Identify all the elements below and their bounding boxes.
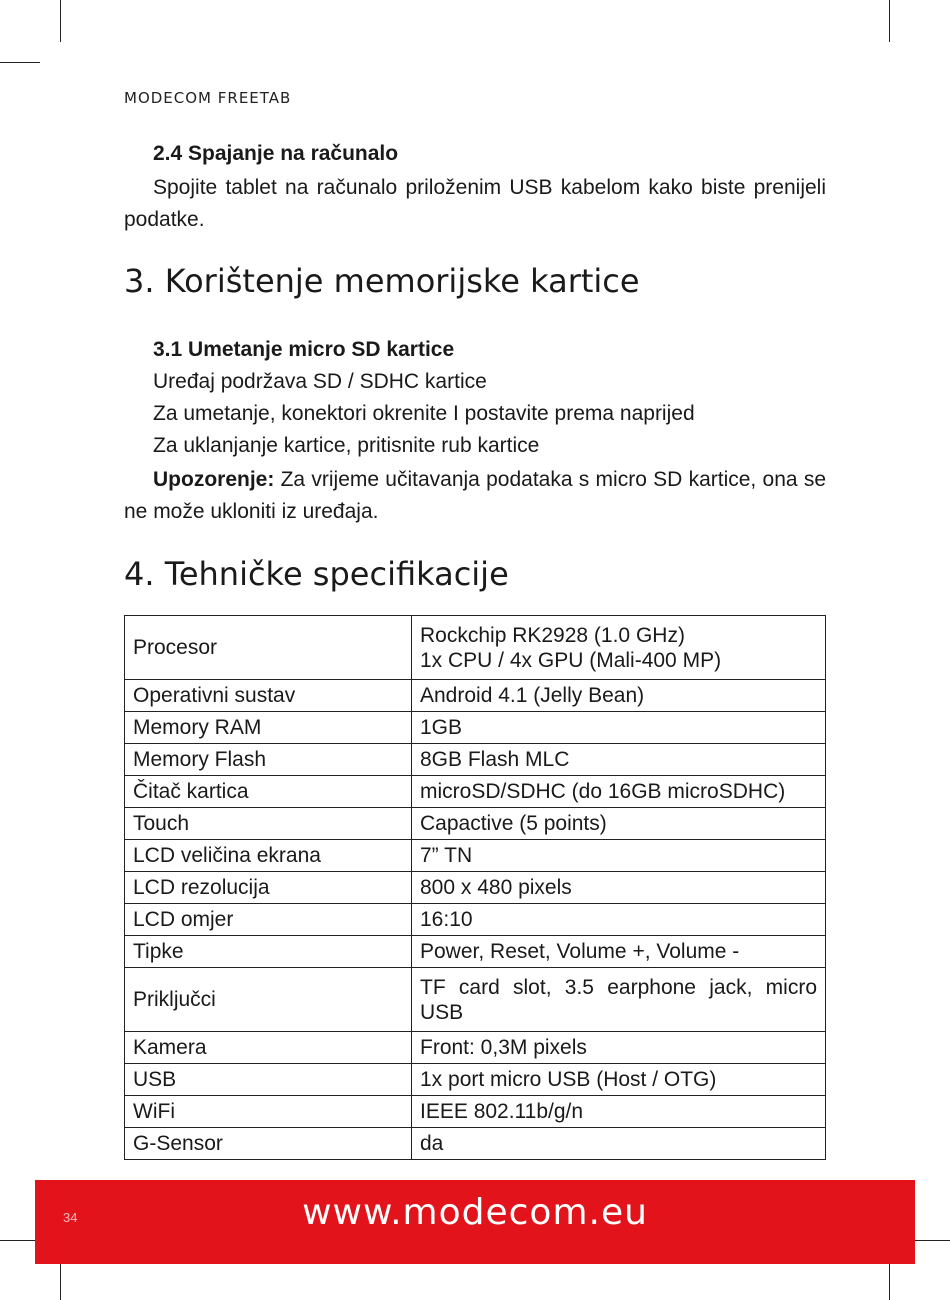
spec-row	[125, 712, 826, 744]
spec-key: Operativni sustav	[125, 680, 412, 712]
spec-value: 800 x 480 pixels	[412, 872, 826, 904]
footer-bar	[35, 1180, 915, 1264]
warning-text: Za vrijeme učitavanja podataka s micro SD kartice, ona se ne može ukloniti iz uređaja.	[124, 468, 826, 523]
section-2-4-title: 2.4 Spajanje na računalo	[153, 142, 399, 165]
spec-value: IEEE 802.11b/g/n	[412, 1096, 826, 1128]
spec-value: 1x port micro USB (Host / OTG)	[412, 1064, 826, 1096]
spec-row	[125, 744, 826, 776]
spec-row	[125, 904, 826, 936]
spec-value-line: 1x CPU / 4x GPU (Mali-400 MP)	[420, 648, 722, 672]
page-number: 34	[63, 1210, 78, 1225]
spec-value: 7” TN	[412, 840, 826, 872]
spec-key: LCD rezolucija	[125, 872, 412, 904]
spec-key: Touch	[125, 808, 412, 840]
spec-row	[125, 968, 826, 1032]
crop-mark	[889, 1258, 890, 1300]
spec-key: Memory RAM	[125, 712, 412, 744]
spec-row	[125, 808, 826, 840]
spec-key: Tipke	[125, 936, 412, 968]
spec-value: 8GB Flash MLC	[412, 744, 826, 776]
spec-key: G-Sensor	[125, 1128, 412, 1160]
spec-key: LCD veličina ekrana	[125, 840, 412, 872]
spec-value: Capactive (5 points)	[412, 808, 826, 840]
spec-value: Front: 0,3M pixels	[412, 1032, 826, 1064]
spec-row	[125, 776, 826, 808]
crop-mark	[60, 0, 61, 42]
spec-key: USB	[125, 1064, 412, 1096]
crop-mark	[0, 62, 40, 63]
spec-value	[412, 616, 826, 680]
crop-mark	[889, 0, 890, 42]
crop-mark	[0, 1240, 40, 1241]
spec-row	[125, 616, 826, 680]
spec-key: Kamera	[125, 1032, 412, 1064]
spec-key: Priključci	[125, 968, 412, 1032]
spec-row	[125, 1064, 826, 1096]
spec-value-line: Rockchip RK2928 (1.0 GHz)	[420, 623, 685, 647]
spec-value: microSD/SDHC (do 16GB microSDHC)	[412, 776, 826, 808]
crop-mark	[60, 1258, 61, 1300]
spec-row	[125, 936, 826, 968]
section-3-1-line: Uređaj podržava SD / SDHC kartice	[153, 370, 487, 393]
spec-row	[125, 1032, 826, 1064]
spec-key: LCD omjer	[125, 904, 412, 936]
section-3-1-line: Za uklanjanje kartice, pritisnite rub kartice	[153, 434, 540, 457]
spec-value: 16:10	[412, 904, 826, 936]
spec-value: da	[412, 1128, 826, 1160]
spec-key: Procesor	[125, 616, 412, 680]
spec-value: Android 4.1 (Jelly Bean)	[412, 680, 826, 712]
spec-key: Memory Flash	[125, 744, 412, 776]
spec-row	[125, 872, 826, 904]
section-3-1-title: 3.1 Umetanje micro SD kartice	[153, 338, 455, 361]
warning-paragraph	[124, 464, 826, 528]
spec-row	[125, 840, 826, 872]
spec-key: WiFi	[125, 1096, 412, 1128]
crop-mark	[910, 1240, 950, 1241]
spec-table	[124, 615, 826, 1160]
header-brand: MODECOM FREETAB	[124, 89, 292, 107]
spec-value: 1GB	[412, 712, 826, 744]
spec-row	[125, 1128, 826, 1160]
warning-label: Upozorenje:	[153, 468, 275, 491]
footer-url: www.modecom.eu	[302, 1192, 648, 1233]
section-4-heading: 4. Tehničke specifikacije	[124, 555, 509, 593]
spec-value: TF card slot, 3.5 earphone jack, micro USB	[412, 968, 826, 1032]
section-3-1-line: Za umetanje, konektori okrenite I postavite prema naprijed	[153, 402, 695, 425]
section-2-4-text: Spojite tablet na računalo priloženim USB kabelom kako biste prenijeli podatke.	[124, 176, 826, 231]
spec-row	[125, 680, 826, 712]
spec-value: Power, Reset, Volume +, Volume -	[412, 936, 826, 968]
spec-key: Čitač kartica	[125, 776, 412, 808]
spec-row	[125, 1096, 826, 1128]
section-3-heading: 3. Korištenje memorijske kartice	[124, 262, 640, 300]
